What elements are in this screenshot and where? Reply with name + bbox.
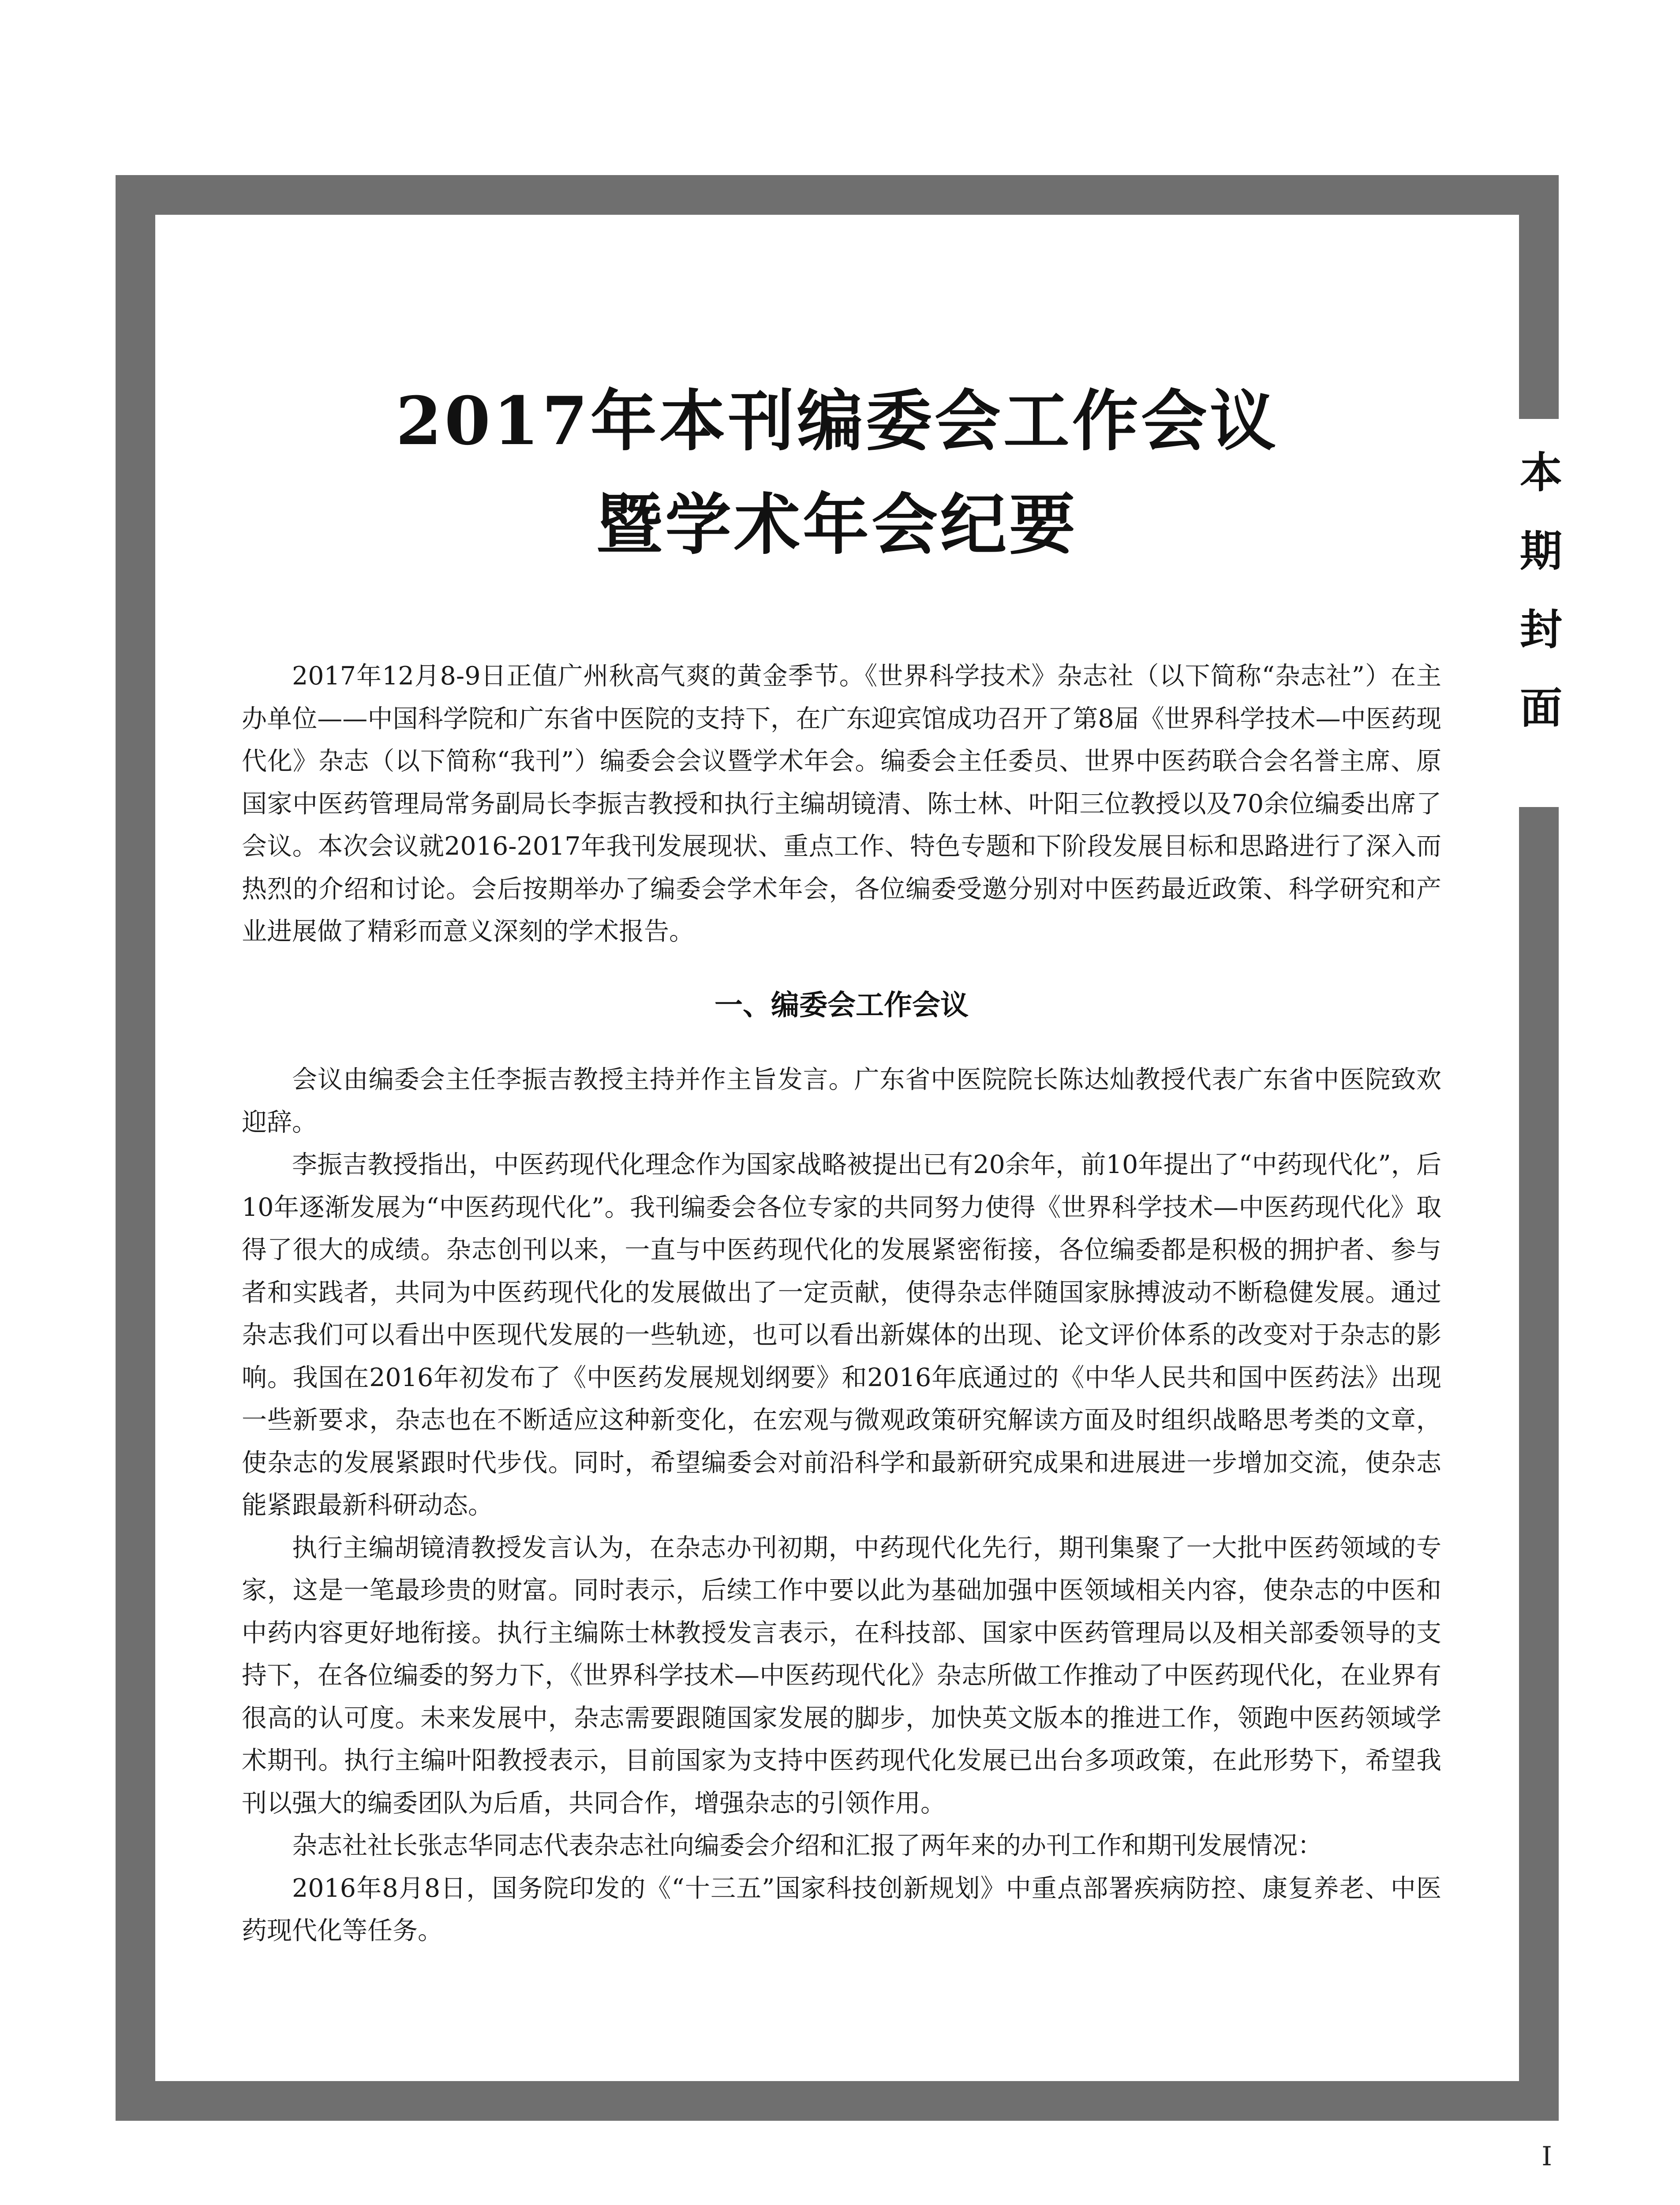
body-paragraph: 会议由编委会主任李振吉教授主持并作主旨发言。广东省中医院院长陈达灿教授代表广东省中医院致欢迎辞。: [242, 1065, 1441, 1137]
side-label-char-3: 封: [1520, 605, 1562, 654]
body-paragraph: 执行主编胡镜清教授发言认为，在杂志办刊初期，中药现代化先行，期刊集聚了一大批中医药领域的专家，这是一笔最珍贵的财富。同时表示，后续工作中要以此为基础加强中医领域相关内容，使杂志的中医和中药内容更好地衔接。执行主编陈士林教授发言表示，在科技部、国家中医药管理局以及相关部委领导的支持下，在各位编委的努力下，《世界科学技术—中医药现代化》杂志所做工作推动了中医药现代化，在业界有很高的认可度。未来发展中，杂志需要跟随国家发展的脚步，加快英文版本的推进工作，领跑中医药领域学术期刊。执行主编叶阳教授表示，目前国家为支持中医药现代化发展已出台多项政策，在此形势下，希望我刊以强大的编委团队为后盾，共同合作，增强杂志的引领作用。: [242, 1533, 1441, 1818]
body-paragraph: 2016年8月8日，国务院印发的《“十三五”国家科技创新规划》中重点部署疾病防控、康复养老、中医药现代化等任务。: [242, 1873, 1441, 1945]
side-label-char-2: 期: [1520, 527, 1562, 576]
meeting-section-body: [242, 1058, 1441, 1952]
side-label-char-1: 本: [1520, 448, 1562, 497]
side-section-label: [1513, 450, 1569, 731]
page-number: I: [1542, 2141, 1552, 2172]
article-title-line-1: 2017年本刊编委会工作会议: [396, 382, 1279, 460]
intro-paragraph: 2017年12月8-9日正值广州秋高气爽的黄金季节。《世界科学技术》杂志社（以下简称“杂志社”）在主办单位——中国科学院和广东省中医院的支持下，在广东迎宾馆成功召开了第8届《世界科学技术—中医药现代化》杂志（以下简称“我刊”）编委会会议暨学术年会。编委会主任委员、世界中医药联合会名誉主席、原国家中医药管理局常务副局长李振吉教授和执行主编胡镜清、陈士林、叶阳三位教授以及70余位编委出席了会议。本次会议就2016-2017年我刊发展现状、重点工作、特色专题和下阶段发展目标和思路进行了深入而热烈的介绍和讨论。会后按期举办了编委会学术年会，各位编委受邀分别对中医药最近政策、科学研究和产业进展做了精彩而意义深刻的学术报告。: [242, 662, 1441, 946]
body-paragraph: 李振吉教授指出，中医药现代化理念作为国家战略被提出已有20余年，前10年提出了“中药现代化”，后10年逐渐发展为“中医药现代化”。我刊编委会各位专家的共同努力使得《世界科学技术—中医药现代化》取得了很大的成绩。杂志创刊以来，一直与中医药现代化的发展紧密衔接，各位编委都是积极的拥护者、参与者和实践者，共同为中医药现代化的发展做出了一定贡献，使得杂志伴随国家脉搏波动不断稳健发展。通过杂志我们可以看出中医现代发展的一些轨迹，也可以看出新媒体的出现、论文评价体系的改变对于杂志的影响。我国在2016年初发布了《中医药发展规划纲要》和2016年底通过的《中华人民共和国中医药法》出现一些新要求，杂志也在不断适应这种新变化，在宏观与微观政策研究解读方面及时组织战略思考类的文章，使杂志的发展紧跟时代步伐。同时，希望编委会对前沿科学和最新研究成果和进展进一步增加交流，使杂志能紧跟最新科研动态。: [242, 1150, 1441, 1520]
intro-block: [242, 655, 1441, 953]
side-label-char-4: 面: [1520, 684, 1562, 733]
article-title-line-2: 暨学术年会纪要: [596, 486, 1078, 564]
section-heading: 一、编委会工作会议: [715, 989, 969, 1022]
body-paragraph: 杂志社社长张志华同志代表杂志社向编委会介绍和汇报了两年来的办刊工作和期刊发展情况：: [292, 1831, 1323, 1860]
